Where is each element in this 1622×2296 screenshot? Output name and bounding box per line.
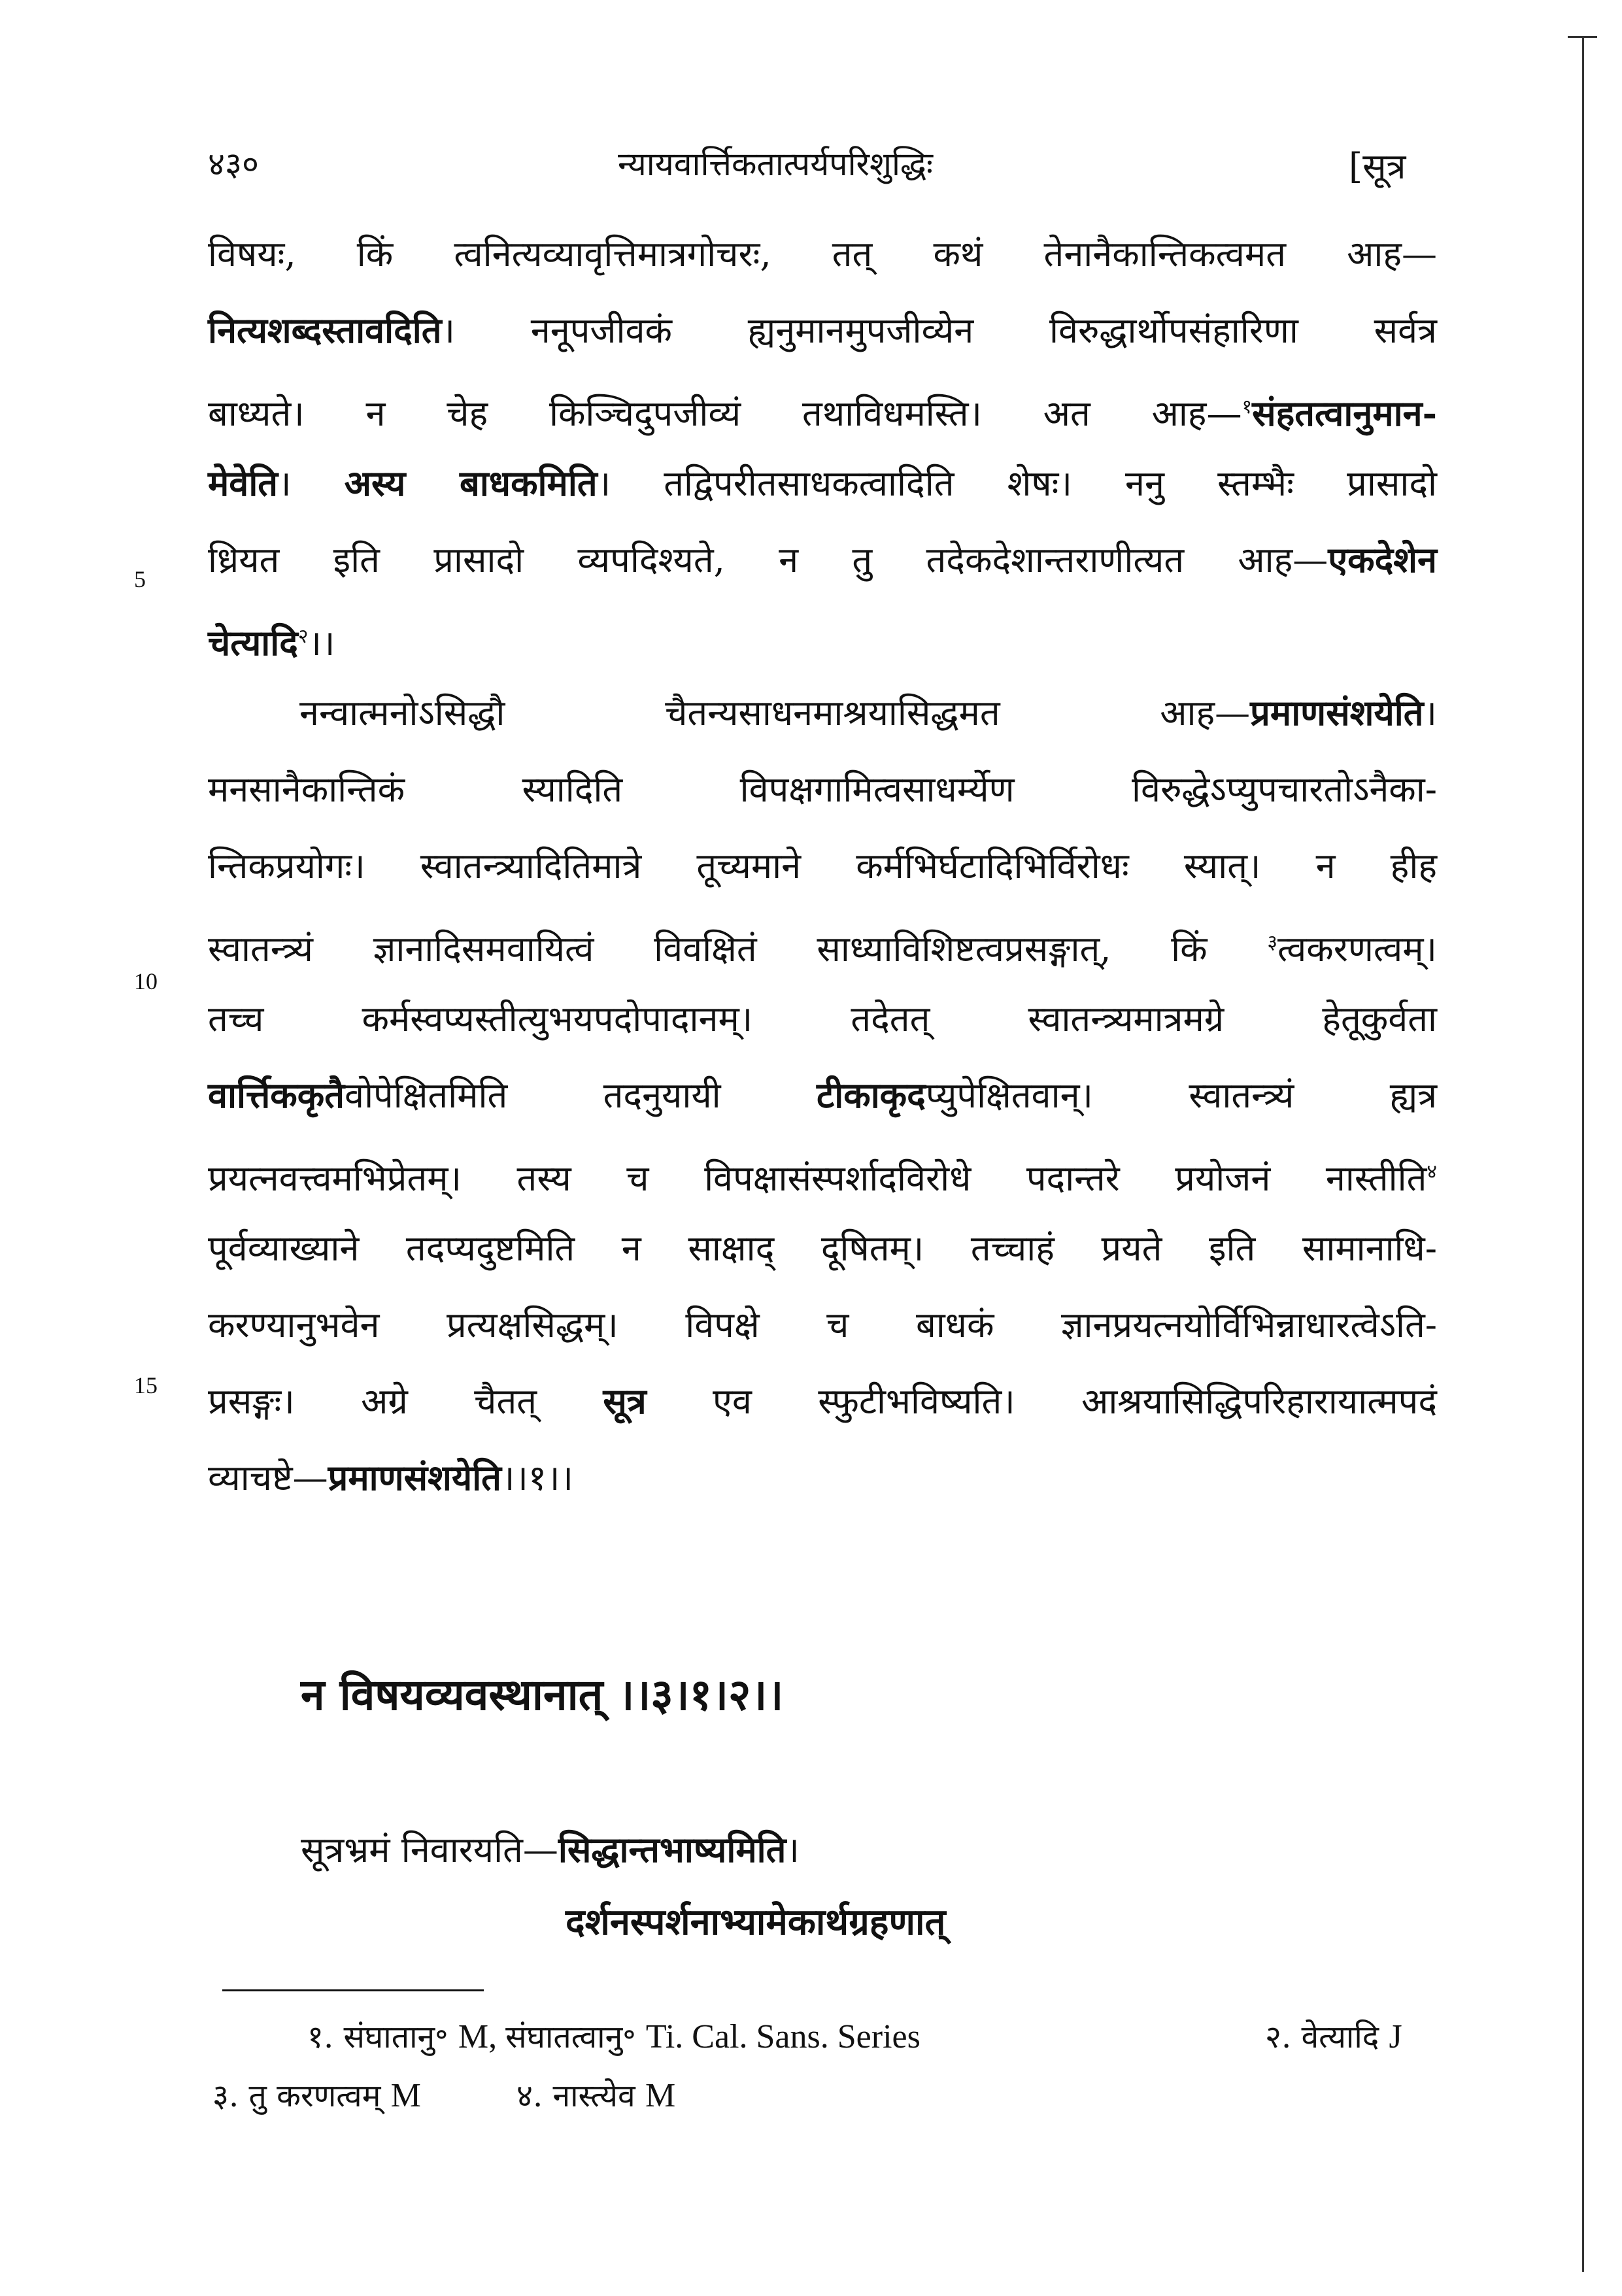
- text-line-15: करण्यानुभवेन प्रत्यक्षसिद्धम्। विपक्षे च बाधकं ज्ञानप्रयत्नयोर्विभिन्नाधारत्वेऽति-: [208, 1304, 1437, 1345]
- text-line-3: बाध्यते। न चेह किञ्चिदुपजीव्यं तथाविधमस्ति। अत आह—$^१$संहतत्वानुमान-: [208, 392, 1437, 434]
- text-line-6: चेत्यादि$^२$।।: [208, 622, 335, 664]
- text-line-12: वार्त्तिककृतैवोपेक्षितमिति तदनुयायी टीकाकृदप्युपेक्षितवान्। स्वातन्त्र्यं ह्यत्र: [208, 1074, 1437, 1116]
- section-marker: [सूत्र: [1349, 146, 1406, 187]
- page-header: [0, 141, 1622, 193]
- text-line-13: प्रयत्नवत्त्वमभिप्रेतम्। तस्य च विपक्षासंस्पर्शादविरोधे पदान्तरे प्रयोजनं नास्तीति$^४$: [208, 1158, 1437, 1199]
- sutra-intro-line: सूत्रभ्रमं निवारयति—सिद्धान्तभाष्यमिति।: [301, 1829, 800, 1870]
- text-line-1: विषयः, किं त्वनित्यव्यावृत्तिमात्रगोचरः, तत् कथं तेनानैकान्तिकत्वमत आह—: [208, 233, 1437, 275]
- footnote-ref-1: १: [1242, 396, 1253, 418]
- footnote-4: ४. नास्त्येव M: [516, 2077, 676, 2114]
- line-number-5: 5: [134, 566, 146, 592]
- footnote-ref-4: ४: [1427, 1160, 1437, 1183]
- text-line-16: प्रसङ्गः। अग्रे चैतत् सूत्र एव स्फुटीभविष्यति। आश्रयासिद्धिपरिहारायात्मपदं: [208, 1380, 1438, 1422]
- right-margin-rule: [1582, 36, 1584, 2272]
- text-line-2: नित्यशब्दस्तावदिति। ननूपजीवकं ह्यनुमानमुपजीव्येन विरुद्धार्थोपसंहारिणा सर्वत्र: [208, 309, 1437, 351]
- line-number-10: 10: [134, 968, 158, 994]
- text-line-5: ध्रियत इति प्रासादो व्यपदिश्यते, न तु तदेकदेशान्तराणीत्यत आह—एकदेशेन: [208, 539, 1437, 581]
- text-line-8: मनसानैकान्तिकं स्यादिति विपक्षगामित्वसाधर्म्येण विरुद्धेऽप्युपचारतोऽनैका-: [208, 769, 1437, 810]
- text-line-17: व्याचष्टे—प्रमाणसंशयेति।।१।।: [208, 1457, 573, 1498]
- commentary-body: [208, 216, 1437, 1516]
- text-line-7: नन्वात्मनोऽसिद्धौ चैतन्यसाधनमाश्रयासिद्धमत आह—प्रमाणसंशयेति।: [299, 692, 1437, 734]
- line-number-15: 15: [134, 1372, 158, 1398]
- footnote-divider: [222, 1989, 484, 1991]
- text-line-11: तच्च कर्मस्वप्यस्तीत्युभयपदोपादानम्। तदेतत् स्वातन्त्र्यमात्रमग्रे हेतूकुर्वता: [208, 998, 1437, 1039]
- sutra-heading: न विषयव्यवस्थानात् ।।३।१।२।।: [301, 1669, 784, 1720]
- text-line-9: न्तिकप्रयोगः। स्वातन्त्र्यादितिमात्रे तूच्यमाने कर्मभिर्घटादिभिर्विरोधः स्यात्। न हीह: [208, 845, 1437, 886]
- footnote-ref-2: २: [297, 625, 309, 648]
- footnote-3: ३. तु करणत्वम् M: [212, 2077, 421, 2114]
- footnote-2: २. वेत्यादि J: [1265, 2018, 1402, 2055]
- running-title: न्यायवार्त्तिकतात्पर्यपरिशुद्धिः: [618, 145, 933, 183]
- sutra-quote: दर्शनस्पर्शनाभ्यामेकार्थग्रहणात्: [566, 1900, 946, 1944]
- footnote-1: १. संघातानु॰ M, संघातत्वानु॰ Ti. Cal. Sans. Series: [307, 2018, 921, 2055]
- right-margin-tick: [1568, 36, 1597, 38]
- footnote-ref-3: ३: [1267, 931, 1277, 954]
- text-line-14: पूर्वव्याख्याने तदप्यदुष्टमिति न साक्षाद् दूषितम्। तच्चाहं प्रयते इति सामानाधि-: [208, 1228, 1437, 1269]
- text-line-4: मेवेति। अस्य बाधकमिति। तद्विपरीतसाधकत्वादिति शेषः। ननु स्तम्भैः प्रासादो: [208, 462, 1437, 504]
- text-line-10: स्वातन्त्र्यं ज्ञानादिसमवायित्वं विवक्षितं साध्याविशिष्टत्वप्रसङ्गात्, किं $^३$त्वकरणत्वम्।: [208, 928, 1437, 970]
- page-number: ४३०: [208, 145, 259, 183]
